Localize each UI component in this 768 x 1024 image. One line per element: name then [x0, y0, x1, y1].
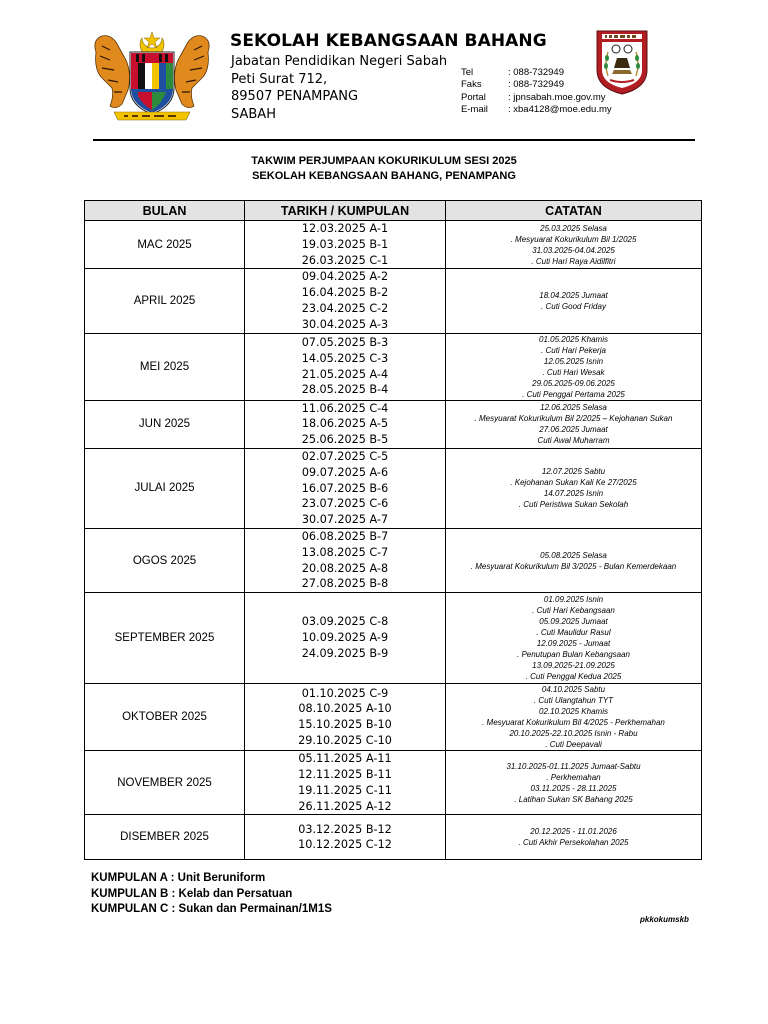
contact-value: : 088-732949: [508, 79, 564, 91]
date-group-entry: 10.09.2025 A-9: [301, 631, 389, 645]
date-group-entry: 16.07.2025 B-6: [301, 481, 389, 495]
legend-item: KUMPULAN C : Sukan dan Permainan/1M1S: [91, 903, 332, 915]
contact-label: Faks: [461, 79, 482, 91]
date-group-entry: 15.10.2025 B-10: [298, 718, 392, 732]
date-group-entry: 09.07.2025 A-6: [301, 465, 389, 479]
date-group-cell: [245, 221, 446, 269]
header-divider: [93, 139, 695, 141]
note-line: 29.05.2025-09.06.2025: [532, 378, 615, 388]
date-group-entry: 23.04.2025 C-2: [301, 301, 389, 315]
month-cell: DISEMBER 2025: [85, 815, 245, 860]
document-title: TAKWIM PERJUMPAAN KOKURIKULUM SESI 2025: [251, 155, 517, 167]
date-group-cell: [245, 751, 446, 815]
notes-cell: [446, 221, 702, 269]
date-group-entry: 29.10.2025 C-10: [298, 733, 392, 747]
notes-cell: [446, 815, 702, 860]
table-row: [85, 815, 702, 860]
date-group-entry: 03.12.2025 B-12: [298, 822, 392, 836]
notes-cell: [446, 593, 702, 684]
month-cell: OKTOBER 2025: [85, 684, 245, 751]
calendar-table: [84, 200, 702, 860]
month-cell: OGOS 2025: [85, 528, 245, 592]
table-row: [85, 593, 702, 684]
note-line: 02.10.2025 Khamis: [539, 707, 608, 717]
note-line: 27.06.2025 Jumaat: [539, 425, 608, 435]
date-group-entry: 30.07.2025 A-7: [301, 513, 389, 527]
note-line: 04.10.2025 Sabtu: [541, 685, 606, 695]
month-cell: JULAI 2025: [85, 448, 245, 528]
date-group-entry: 21.05.2025 A-4: [301, 367, 389, 381]
contact-label: Tel: [461, 67, 474, 78]
note-line: . Cuti Akhir Persekolahan 2025: [518, 838, 629, 848]
date-group-entry: 12.11.2025 B-11: [298, 767, 392, 781]
table-row: [85, 528, 702, 592]
note-line: 13.09.2025-21.09.2025: [532, 661, 615, 671]
address-line: 89507 PENAMPANG: [231, 89, 359, 104]
date-group-entry: 27.08.2025 B-8: [301, 577, 389, 591]
note-line: 12.05.2025 Isnin: [543, 356, 604, 366]
month-cell: APRIL 2025: [85, 269, 245, 333]
date-group-entry: 18.06.2025 A-5: [301, 417, 389, 431]
note-line: . Mesyuarat Kokurikulum Bil 3/2025 - Bulan Kemerdekaan: [470, 561, 677, 571]
date-group-entry: 28.05.2025 B-4: [301, 383, 389, 397]
school-address: [231, 53, 447, 123]
note-line: 31.10.2025-01.11.2025 Jumaat-Sabtu: [506, 761, 641, 771]
column-header-tarikh: TARIKH / KUMPULAN: [245, 201, 446, 221]
note-line: . Penutupan Bulan Kebangsaan: [517, 650, 630, 660]
date-group-entry: 19.11.2025 C-11: [298, 783, 392, 797]
table-header-row: [85, 201, 702, 221]
notes-cell: [446, 269, 702, 333]
contact-portal: [461, 92, 612, 104]
address-line: Peti Surat 712,: [231, 71, 328, 87]
date-group-entry: 10.12.2025 C-12: [298, 838, 392, 852]
month-cell: MAC 2025: [85, 221, 245, 269]
date-group-entry: 25.06.2025 B-5: [301, 433, 389, 447]
note-line: . Kejohanan Sukan Kali Ke 27/2025: [510, 478, 637, 488]
document-subtitle: SEKOLAH KEBANGSAAN BAHANG, PENAMPANG: [252, 170, 516, 182]
note-line: . Mesyuarat Kokurikulum Bil 4/2025 - Perkhemahan: [482, 718, 665, 728]
table-row: [85, 333, 702, 400]
note-line: 25.03.2025 Selasa: [540, 223, 607, 233]
note-line: 31.03.2025-04.04.2025: [532, 245, 615, 255]
table-row: [85, 221, 702, 269]
column-header-bulan: BULAN: [85, 201, 245, 221]
table-row: [85, 269, 702, 333]
legend-item: KUMPULAN B : Kelab dan Persatuan: [91, 887, 293, 900]
note-line: . Cuti Hari Raya Aidilfitri: [531, 256, 616, 266]
note-line: . Mesyuarat Kokurikulum Bil 1/2025: [510, 234, 637, 244]
date-group-entry: 09.04.2025 A-2: [301, 270, 389, 284]
contact-email: [461, 104, 612, 116]
note-line: 01.09.2025 Isnin: [543, 595, 604, 605]
date-group-entry: 16.04.2025 B-2: [301, 286, 389, 300]
note-line: 05.09.2025 Jumaat: [539, 617, 608, 627]
month-cell: NOVEMBER 2025: [85, 751, 245, 815]
date-group-entry: 03.09.2025 C-8: [301, 615, 389, 629]
coat-of-arms-icon: [88, 30, 216, 126]
note-line: . Latihan Sukan SK Bahang 2025: [514, 794, 633, 804]
contact-tel: [461, 67, 612, 79]
note-line: . Cuti Good Friday: [541, 301, 606, 311]
note-line: 05.08.2025 Selasa: [540, 550, 607, 560]
date-group-entry: 01.10.2025 C-9: [301, 686, 389, 700]
date-group-entry: 19.03.2025 B-1: [301, 237, 389, 251]
note-line: 12.07.2025 Sabtu: [541, 467, 606, 477]
note-line: 12.06.2025 Selasa: [540, 403, 607, 413]
notes-cell: [446, 528, 702, 592]
date-group-entry: 02.07.2025 C-5: [301, 449, 389, 463]
note-line: 18.04.2025 Jumaat: [539, 290, 608, 300]
note-line: Cuti Awal Muharram: [537, 436, 610, 446]
note-line: . Cuti Hari Kebangsaan: [532, 606, 615, 616]
date-group-entry: 11.06.2025 C-4: [301, 401, 389, 415]
column-header-catatan: CATATAN: [446, 201, 702, 221]
month-cell: JUN 2025: [85, 400, 245, 448]
note-line: 20.12.2025 - 11.01.2026: [530, 827, 617, 837]
note-line: 12.09.2025 - Jumaat: [536, 639, 611, 649]
date-group-cell: [245, 684, 446, 751]
date-group-entry: 13.08.2025 C-7: [301, 545, 389, 559]
contact-value: : 088-732949: [508, 67, 564, 78]
table-row: [85, 684, 702, 751]
note-line: . Cuti Deepavali: [545, 740, 602, 750]
date-group-entry: 14.05.2025 C-3: [301, 351, 389, 365]
note-line: . Cuti Penggal Pertama 2025: [522, 389, 625, 399]
note-line: . Cuti Peristiwa Sukan Sekolah: [518, 500, 629, 510]
note-line: . Perkhemahan: [546, 772, 601, 782]
date-group-entry: 12.03.2025 A-1: [301, 222, 389, 235]
address-line: Jabatan Pendidikan Negeri Sabah: [231, 54, 448, 69]
date-group-entry: 05.11.2025 A-11: [298, 752, 392, 766]
date-group-cell: [245, 815, 446, 860]
date-group-entry: 23.07.2025 C-6: [301, 497, 389, 511]
group-legend: [91, 871, 332, 918]
table-row: [85, 400, 702, 448]
contact-label: E-mail: [461, 103, 488, 115]
contact-value: : xba4128@moe.edu.my: [508, 103, 612, 115]
contact-fax: [461, 79, 612, 91]
date-group-entry: 07.05.2025 B-3: [301, 335, 389, 349]
date-group-cell: [245, 269, 446, 333]
calendar-table-body: [85, 221, 702, 860]
month-cell: MEI 2025: [85, 333, 245, 400]
contact-value: : jpnsabah.moe.gov.my: [508, 91, 606, 103]
date-group-cell: [245, 528, 446, 592]
note-line: 20.10.2025-22.10.2025 Isnin - Rabu: [509, 729, 638, 739]
note-line: 01.05.2025 Khamis: [539, 334, 608, 344]
note-line: . Cuti Ulangtahun TYT: [533, 696, 614, 706]
date-group-cell: [245, 593, 446, 684]
legend-item: KUMPULAN A : Unit Beruniform: [91, 872, 266, 884]
footer-code: pkkokumskb: [640, 915, 689, 924]
note-line: 03.11.2025 - 28.11.2025: [530, 783, 617, 793]
date-group-entry: 26.11.2025 A-12: [298, 799, 392, 813]
note-line: . Mesyuarat Kokurikulum Bil 2/2025 – Kejohanan Sukan: [474, 414, 673, 424]
table-row: [85, 448, 702, 528]
note-line: . Cuti Hari Wesak: [542, 367, 605, 377]
date-group-entry: 26.03.2025 C-1: [301, 253, 389, 267]
date-group-cell: [245, 333, 446, 400]
notes-cell: [446, 684, 702, 751]
address-line: SABAH: [231, 106, 276, 122]
table-row: [85, 751, 702, 815]
notes-cell: [446, 448, 702, 528]
date-group-entry: 24.09.2025 B-9: [301, 647, 389, 661]
date-group-entry: 08.10.2025 A-10: [298, 702, 392, 716]
date-group-entry: 06.08.2025 B-7: [301, 529, 389, 543]
notes-cell: [446, 400, 702, 448]
notes-cell: [446, 751, 702, 815]
contact-info: [461, 67, 612, 116]
note-line: 14.07.2025 Isnin: [543, 489, 604, 499]
note-line: . Cuti Hari Pekerja: [541, 345, 606, 355]
contact-label: Portal: [461, 91, 486, 103]
notes-cell: [446, 333, 702, 400]
note-line: . Cuti Penggal Kedua 2025: [525, 672, 622, 682]
month-cell: SEPTEMBER 2025: [85, 593, 245, 684]
date-group-cell: [245, 400, 446, 448]
school-name: SEKOLAH KEBANGSAAN BAHANG: [230, 31, 547, 51]
date-group-entry: 20.08.2025 A-8: [301, 561, 389, 575]
note-line: . Cuti Maulidur Rasul: [536, 628, 611, 638]
date-group-cell: [245, 448, 446, 528]
date-group-entry: 30.04.2025 A-3: [301, 317, 389, 331]
